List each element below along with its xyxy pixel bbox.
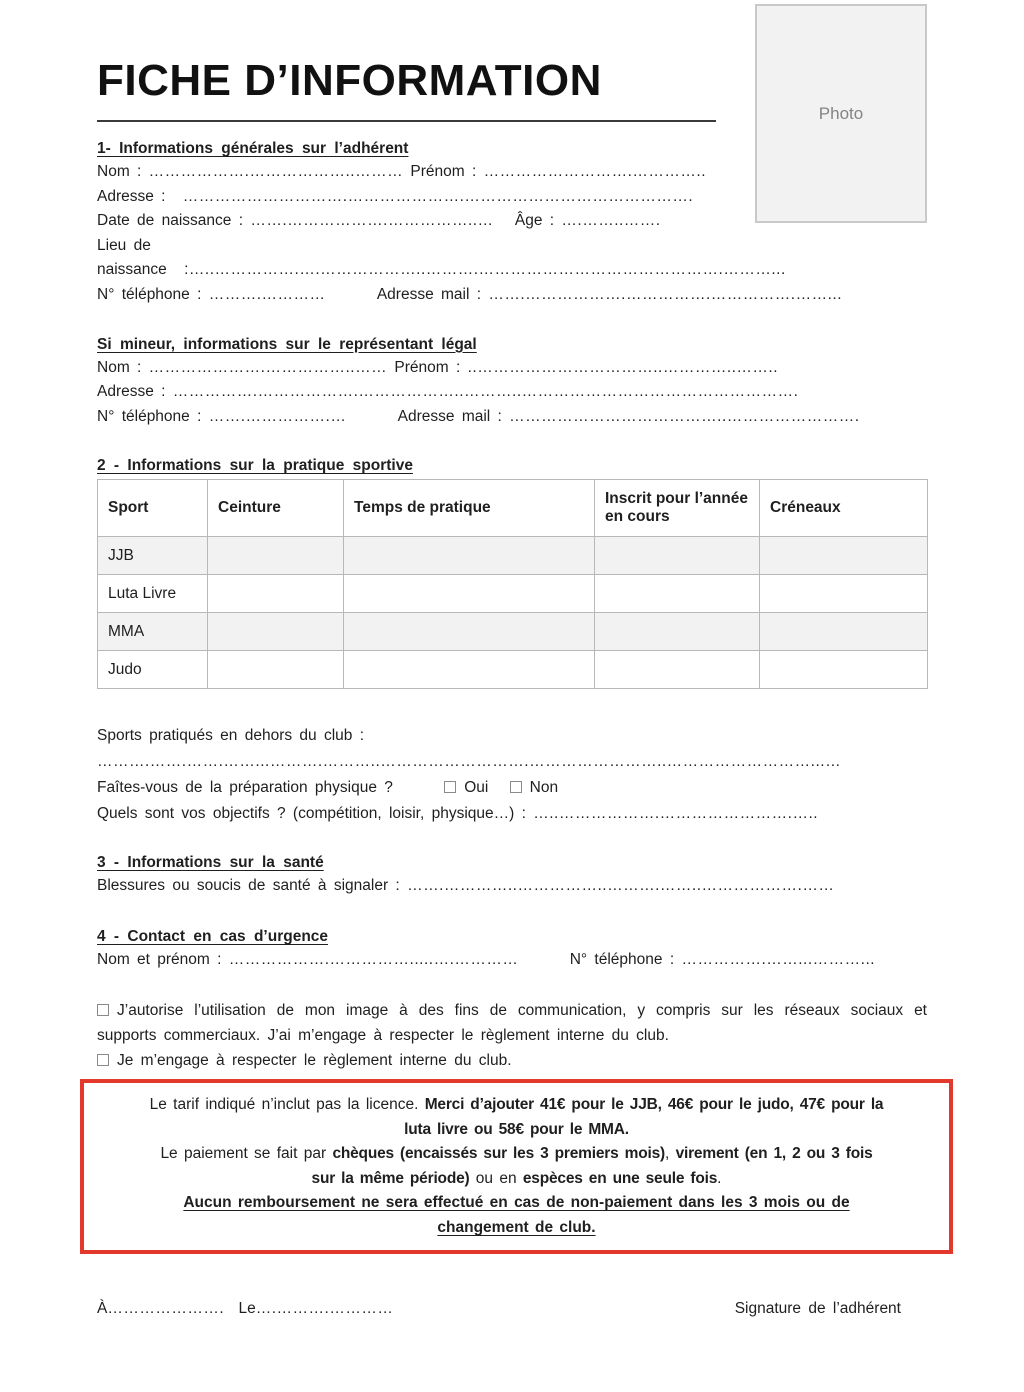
title-underline [97,120,716,122]
section-2-heading: 2 - Informations sur la pratique sportive [97,457,413,475]
minor-telephone-label: N° téléphone : [97,407,202,425]
reglement-consent-text: Je m’engage à respecter le règlement interne du club. [117,1052,512,1070]
objectifs-field[interactable]: …..……………….…………………….….. [533,805,819,823]
cell-luta-inscrit[interactable] [595,575,760,613]
col-header-temps: Temps de pratique [344,480,595,537]
minor-heading: Si mineur, informations sur le représentant légal [97,335,477,353]
section-4-heading: 4 - Contact en cas d’urgence [97,927,329,945]
mail-field[interactable]: …….……………….…………….…………….……... [488,285,843,303]
nom-label: Nom : [97,163,142,180]
adresse-field[interactable]: ………………………….………………….……………………………………. [182,187,694,205]
blessures-field[interactable]: …….…………..……………..……….……..……………….…… [407,877,835,895]
tariff-notice-box [80,1079,953,1254]
row-label-judo: Judo [98,651,208,689]
objectifs-label: Quels sont vos objectifs ? (compétition, loisir, physique…) : [97,805,526,823]
image-consent-text: J’autorise l’utilisation de mon image à des fins de communication, y compris sur les réseaux sociaux et supports commerciaux. J’ai m’engage à respecter le règlement interne du club. [97,1001,927,1044]
adresse-label: Adresse : [97,187,166,205]
date-naissance-field[interactable]: …….……………….……………..… [250,212,494,230]
tariff-line3-sep: , [664,1145,676,1163]
signature-label: Signature de l’adhérent [734,1300,901,1318]
row-label-luta-livre: Luta Livre [98,575,208,613]
cell-luta-ceinture[interactable] [208,575,344,613]
place-field[interactable]: …………………. [107,1300,225,1318]
date-field[interactable]: ….……….………… [255,1300,394,1318]
naissance-label: naissance [97,261,167,279]
section-4 [97,926,927,973]
prenom-label: Prénom : [410,163,477,180]
tariff-line3-bold1: chèques (encaissés sur les 3 premiers mois) [332,1145,665,1163]
tariff-no-refund-line2: changement de club. [437,1218,596,1236]
non-label: Non [529,779,559,797]
minor-nom-label: Nom : [97,358,142,376]
minor-prenom-label: Prénom : [394,358,461,376]
minor-adresse-field[interactable]: …………….……………….………………..………..……………………………………………. [172,383,799,401]
cell-mma-temps[interactable] [344,613,595,651]
cell-mma-creneaux[interactable] [760,613,928,651]
mail-label: Adresse mail : [376,285,482,303]
cell-mma-ceinture[interactable] [208,613,344,651]
checkbox-image-consent[interactable] [97,1004,109,1016]
tariff-line4-normal: ou en [469,1169,523,1187]
table-row-mma [98,613,928,651]
section-minor [97,334,927,430]
tariff-line1-bold: Merci d’ajouter 41€ pour le JJB, 46€ pour le judo, 47€ pour la [424,1096,884,1114]
minor-prenom-field[interactable]: ..……………………………..…………..…….. [467,358,779,376]
row-label-mma: MMA [98,613,208,651]
cell-judo-ceinture[interactable] [208,651,344,689]
tariff-line3-bold2: virement (en 1, 2 ou 3 fois [675,1145,873,1163]
prep-question-label: Faîtes-vous de la préparation physique ? [97,779,393,797]
cell-jjb-ceinture[interactable] [208,537,344,575]
prenom-field[interactable]: ……………………….………….. [483,163,707,180]
oui-label: Oui [464,779,489,797]
table-row-judo [98,651,928,689]
date-label: Le [238,1300,256,1318]
blessures-label: Blessures ou soucis de santé à signaler : [97,877,400,895]
section-2 [97,455,927,827]
table-header-row [98,480,928,537]
row-label-jjb: JJB [98,537,208,575]
checkbox-reglement-consent[interactable] [97,1054,109,1066]
checkbox-oui[interactable] [444,781,456,793]
tariff-line3-normal: Le paiement se fait par [160,1145,333,1163]
telephone-label: N° téléphone : [97,285,202,303]
lieu-naissance-field[interactable]: :…..…………….….………………..……….……………………………………….………... [184,261,786,279]
table-row-luta-livre [98,575,928,613]
urgence-nom-label: Nom et prénom : [97,950,222,968]
minor-nom-field[interactable]: ………………….……………..…… [148,358,388,376]
col-header-creneaux: Créneaux [760,480,928,537]
tariff-line4-bold1: sur la même période) [311,1169,470,1187]
sports-outside-label: Sports pratiqués en dehors du club : [97,727,365,745]
urgence-telephone-label: N° téléphone : [569,950,675,968]
nom-field[interactable]: ……………….………………..……… [148,163,404,180]
minor-mail-label: Adresse mail : [397,407,502,425]
age-label: Âge : [514,212,555,230]
urgence-telephone-field[interactable]: …………….……...………... [681,950,876,968]
cell-jjb-creneaux[interactable] [760,537,928,575]
cell-judo-inscrit[interactable] [595,651,760,689]
page-title: FICHE D’INFORMATION [97,56,602,105]
tariff-line4-bold2: espèces en une seule fois [522,1169,718,1187]
minor-mail-field[interactable]: …………………………………..……………………. [509,407,860,425]
signature-row [97,1296,927,1321]
tariff-line1-normal: Le tarif indiqué n’inclut pas la licence. [149,1096,425,1114]
sports-questions [97,723,927,827]
tariff-line2-bold: luta livre ou 58€ pour le MMA. [404,1120,629,1138]
checkbox-non[interactable] [510,781,522,793]
cell-luta-creneaux[interactable] [760,575,928,613]
section-3-heading: 3 - Informations sur la santé [97,854,324,872]
tariff-line4-end: . [717,1169,722,1187]
age-field[interactable]: ….……..……. [561,212,661,230]
col-header-ceinture: Ceinture [208,480,344,537]
date-naissance-label: Date de naissance : [97,212,244,230]
tariff-no-refund-line1: Aucun remboursement ne sera effectué en cas de non-paiement dans les 3 mois ou de [183,1194,850,1212]
cell-jjb-temps[interactable] [344,537,595,575]
sports-outside-field[interactable]: ……….…….…….……...……….………..……………………….……………………..………………………...… [97,753,842,771]
minor-adresse-label: Adresse : [97,383,166,401]
urgence-nom-field[interactable]: ……………….…………….....….………… [228,950,519,968]
cell-judo-creneaux[interactable] [760,651,928,689]
place-label: À [97,1300,108,1318]
photo-label: Photo [818,103,864,123]
cell-judo-temps[interactable] [344,651,595,689]
section-1-heading: 1- Informations générales sur l’adhérent [97,140,409,157]
section-3 [97,852,927,899]
col-header-inscrit: Inscrit pour l’année en cours [595,480,760,537]
table-row-jjb [98,537,928,575]
lieu-de-label: Lieu de [97,236,151,254]
cell-luta-temps[interactable] [344,575,595,613]
cell-mma-inscrit[interactable] [595,613,760,651]
minor-telephone-field[interactable]: …….…………….… [208,407,347,425]
telephone-field[interactable]: ……….………… [208,285,326,303]
col-header-sport: Sport [98,480,208,537]
consent-block [97,998,927,1074]
cell-jjb-inscrit[interactable] [595,537,760,575]
sports-table [97,479,928,689]
photo-placeholder[interactable] [755,4,927,223]
